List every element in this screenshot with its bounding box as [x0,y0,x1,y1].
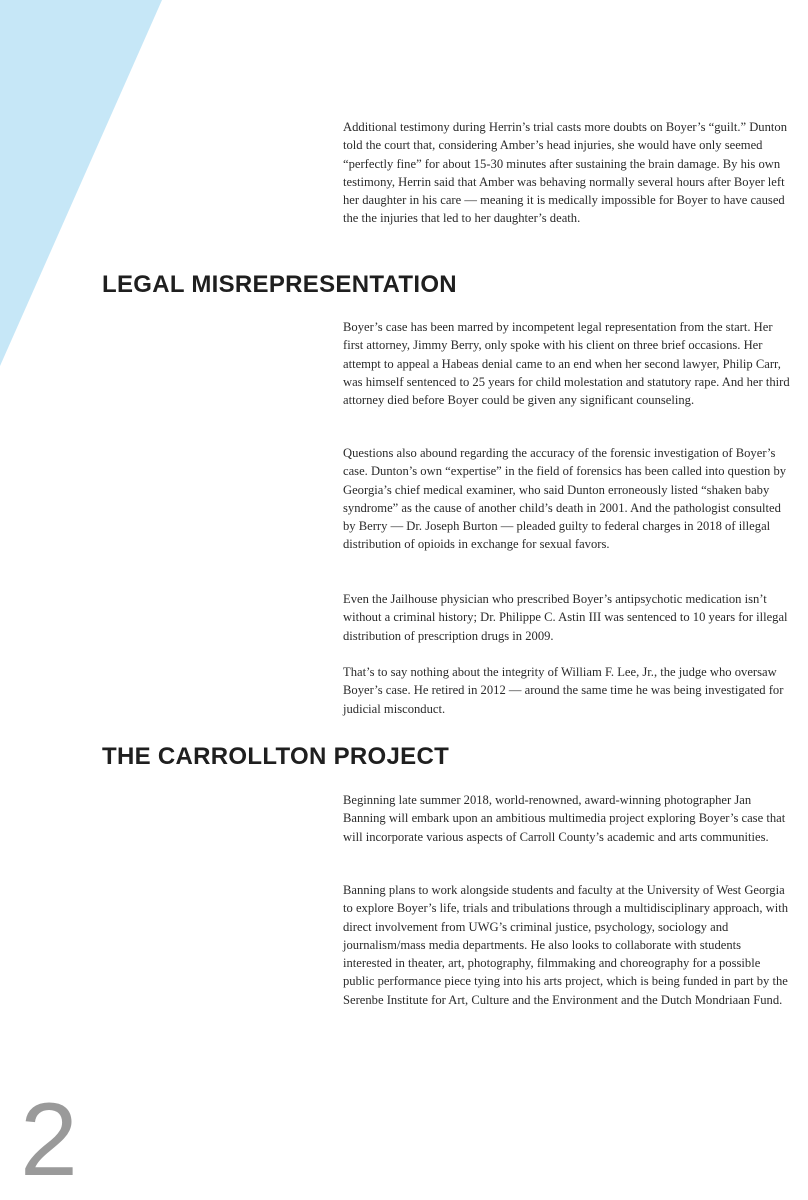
legal-paragraph-4: That’s to say nothing about the integrity of William F. Lee, Jr., the judge who oversaw Boyer’s case. He retired in 2012 — around the same time he was being investigated for judicial misconduct. [343,665,784,716]
page-number: 2 [20,1082,78,1198]
section-heading-legal-misrepresentation: LEGAL MISREPRESENTATION [102,271,457,298]
legal-paragraph-1: Boyer’s case has been marred by incompetent legal representation from the start. Her first attorney, Jimmy Berry, only spoke with his client on three brief occasions. Her attempt to appeal a Habeas denial came to an end when her second lawyer, Philip Carr, was himself sentenced to 25 years for child molestation and statutory rape. And her third attorney died before Boyer could be given any significant counseling. [343,320,790,408]
carrollton-paragraph-1: Beginning late summer 2018, world-renowned, award-winning photographer Jan Banning will embark upon an ambitious multimedia project exploring Boyer’s case that will incorporate various aspects of Carroll County’s academic and arts communities. [343,793,786,844]
carrollton-paragraph-2: Banning plans to work alongside students and faculty at the University of West Georgia to explore Boyer’s life, trials and tribulations through a multidisciplinary approach, with direct involvement from UWG’s criminal justice, psychology, sociology and journalism/mass media departments. He also looks to collaborate with students interested in theater, art, photography, filmmaking and choreography for a possible public performance piece tying into his arts project, which is being funded in part by the Serenbe Institute for Art, Culture and the Environment and the Dutch Mondriaan Fund. [343,883,788,1007]
legal-paragraph-2: Questions also abound regarding the accuracy of the forensic investigation of Boyer’s case. Dunton’s own “expertise” in the field of forensics has been called into question by Georgia’s chief medical examiner, who said Dunton erroneously listed “shaken baby syndrome” as the cause of another child’s death in 2001. And the pathologist consulted by Berry — Dr. Joseph Burton — pleaded guilty to federal charges in 2018 of illegal distribution of opioids in exchange for sexual favors. [343,446,787,552]
section-heading-carrollton-project: THE CARROLLTON PROJECT [102,743,450,770]
intro-paragraph: Additional testimony during Herrin’s trial casts more doubts on Boyer’s “guilt.” Dunton told the court that, considering Amber’s head injuries, she would have only seemed “perfectly fine” for about 15-30 minutes after sustaining the brain damage. By his own testimony, Herrin said that Amber was behaving normally several hours after Boyer left her daughter in his care — meaning it is medically impossible for Boyer to have caused the the injuries that led to her daughter’s death. [343,120,787,226]
legal-paragraph-3: Even the Jailhouse physician who prescribed Boyer’s antipsychotic medication isn’t without a criminal history; Dr. Philippe C. Astin III was sentenced to 10 years for illegal distribution of prescription drugs in 2009. [343,592,788,643]
